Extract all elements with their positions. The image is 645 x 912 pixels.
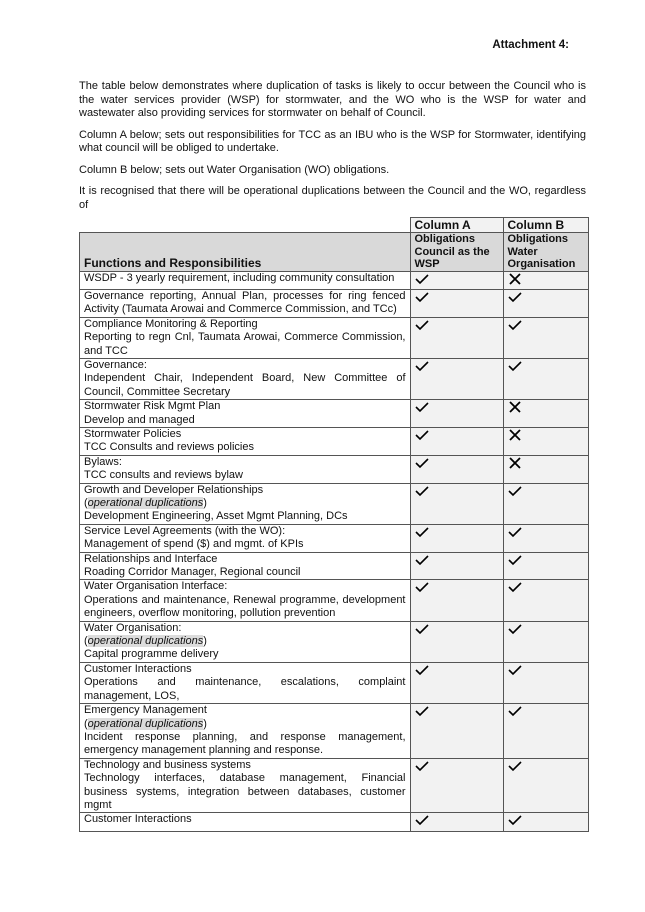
- function-detail: Operations and maintenance, escalations, complaint management, LOS,: [84, 676, 406, 702]
- table-header-row: [80, 233, 589, 272]
- function-title: Technology and business systems: [84, 758, 251, 771]
- operational-duplications-note: [84, 635, 406, 648]
- function-detail: Develop and managed: [84, 413, 195, 426]
- table-row: [80, 271, 589, 289]
- table-row: [80, 317, 589, 358]
- function-cell: [80, 662, 411, 703]
- function-cell: [80, 483, 411, 524]
- column-b-mark: [503, 358, 588, 399]
- check-icon: [508, 291, 522, 303]
- column-a-mark: [410, 662, 503, 703]
- paren-close: ): [203, 635, 207, 648]
- table-row: [80, 552, 589, 580]
- table-row: [80, 427, 589, 455]
- column-a-mark: [410, 427, 503, 455]
- check-icon: [508, 623, 522, 635]
- column-a-label: Column A: [410, 218, 503, 233]
- cross-icon: [508, 401, 522, 413]
- column-b-mark: [503, 289, 588, 317]
- check-icon: [415, 429, 429, 441]
- table-row: [80, 704, 589, 759]
- function-cell: [80, 317, 411, 358]
- check-icon: [415, 526, 429, 538]
- column-a-mark: [410, 271, 503, 289]
- function-title: Governance:: [84, 358, 147, 371]
- column-b-mark: [503, 317, 588, 358]
- function-cell: [80, 813, 411, 831]
- table-row: [80, 758, 589, 813]
- function-title: Customer Interactions: [84, 662, 192, 675]
- check-icon: [415, 319, 429, 331]
- function-title: Compliance Monitoring & Reporting: [84, 317, 258, 330]
- table-row: [80, 455, 589, 483]
- check-icon: [508, 360, 522, 372]
- table-row: [80, 483, 589, 524]
- column-b-mark: [503, 271, 588, 289]
- check-icon: [415, 760, 429, 772]
- column-b-mark: [503, 524, 588, 552]
- column-b-mark: [503, 483, 588, 524]
- paren-close: ): [203, 717, 207, 730]
- function-cell: [80, 552, 411, 580]
- table-row: [80, 813, 589, 831]
- check-icon: [508, 581, 522, 593]
- function-detail: TCC consults and reviews bylaw: [84, 469, 243, 482]
- function-detail: Independent Chair, Independent Board, New Committee of Council, Committee Secretary: [84, 372, 406, 398]
- paren-open: (: [84, 635, 88, 648]
- check-icon: [508, 664, 522, 676]
- column-b-mark: [503, 813, 588, 831]
- function-cell: [80, 704, 411, 759]
- function-detail: Technology interfaces, database management, Financial business systems, integration between databases, customer mgmt: [84, 772, 406, 811]
- intro-paragraph: Column B below; sets out Water Organisation (WO) obligations.: [79, 163, 390, 176]
- paren-open: (: [84, 717, 88, 730]
- column-b-mark: [503, 621, 588, 662]
- check-icon: [508, 485, 522, 497]
- column-a-mark: [410, 317, 503, 358]
- check-icon: [415, 360, 429, 372]
- intro-paragraph: Column A below; sets out responsibilities for TCC as an IBU who is the WSP for Stormwater, identifying what council will be obliged to undertake.: [79, 128, 586, 154]
- function-cell: [80, 455, 411, 483]
- column-a-mark: [410, 524, 503, 552]
- check-icon: [508, 526, 522, 538]
- operational-duplications-text: operational duplications: [87, 717, 204, 730]
- cross-icon: [508, 273, 522, 285]
- table-row: [80, 358, 589, 399]
- function-cell: [80, 758, 411, 813]
- function-cell: [80, 427, 411, 455]
- function-cell: [80, 358, 411, 399]
- intro-paragraph: The table below demonstrates where duplication of tasks is likely to occur between the Council who is the water services provider (WSP) for stormwater, and the WO who is the WSP for water and wastewater also providing services for stormwater on behalf of Council.: [79, 80, 586, 119]
- function-cell: [80, 580, 411, 621]
- check-icon: [508, 705, 522, 717]
- column-b-mark: [503, 704, 588, 759]
- function-title: Water Organisation Interface:: [84, 580, 228, 593]
- intro-text: [79, 80, 586, 220]
- function-detail: Roading Corridor Manager, Regional council: [84, 566, 301, 579]
- column-a-mark: [410, 580, 503, 621]
- check-icon: [415, 554, 429, 566]
- paren-close: ): [203, 497, 207, 509]
- cross-icon: [508, 429, 522, 441]
- function-detail: Operations and maintenance, Renewal programme, development engineers, overflow monitoring, pollution prevention: [84, 593, 406, 620]
- column-b-label: Column B: [503, 218, 588, 233]
- function-detail: Management of spend ($) and mgmt. of KPIs: [84, 538, 304, 551]
- check-icon: [508, 554, 522, 566]
- function-detail: Reporting to regn Cnl, Taumata Arowai, Commerce Commission, and TCC: [84, 331, 406, 357]
- check-icon: [415, 485, 429, 497]
- intro-paragraph: It is recognised that there will be operational duplications between the Council and the WO, regardless of: [79, 185, 586, 211]
- column-b-mark: [503, 455, 588, 483]
- column-a-header: Obligations Council as the WSP: [410, 233, 503, 272]
- column-a-mark: [410, 704, 503, 759]
- function-detail: Capital programme delivery: [84, 648, 219, 661]
- function-title: Governance reporting, Annual Plan, processes for ring fenced Activity (Taumata Arowai and Commerce Commission, and TCc): [84, 289, 406, 316]
- operational-duplications-note: [84, 497, 406, 510]
- column-label-row: [80, 218, 589, 233]
- column-a-mark: [410, 758, 503, 813]
- column-b-mark: [503, 400, 588, 428]
- table-row: [80, 400, 589, 428]
- function-cell: [80, 524, 411, 552]
- column-a-mark: [410, 358, 503, 399]
- function-title: WSDP - 3 yearly requirement, including community consultation: [84, 271, 395, 284]
- operational-duplications-text: operational duplications: [87, 497, 204, 509]
- responsibilities-table: [79, 217, 589, 832]
- function-title: Bylaws:: [84, 455, 122, 468]
- check-icon: [508, 760, 522, 772]
- check-icon: [508, 814, 522, 826]
- operational-duplications-text: operational duplications: [87, 635, 204, 648]
- column-b-mark: [503, 552, 588, 580]
- function-title: Growth and Developer Relationships: [84, 483, 264, 496]
- column-a-mark: [410, 813, 503, 831]
- table-row: [80, 621, 589, 662]
- column-b-mark: [503, 580, 588, 621]
- column-b-header: Obligations Water Organisation: [503, 233, 588, 272]
- function-title: Stormwater Risk Mgmt Plan: [84, 400, 221, 413]
- check-icon: [508, 319, 522, 331]
- column-a-mark: [410, 455, 503, 483]
- functions-header: Functions and Responsibilities: [80, 233, 411, 272]
- function-title: Emergency Management: [84, 704, 207, 717]
- column-a-mark: [410, 400, 503, 428]
- column-a-mark: [410, 483, 503, 524]
- function-title: Service Level Agreements (with the WO):: [84, 524, 286, 537]
- function-cell: [80, 271, 411, 289]
- function-detail: TCC Consults and reviews policies: [84, 441, 254, 454]
- column-a-mark: [410, 621, 503, 662]
- function-title: Water Organisation:: [84, 621, 182, 634]
- table-row: [80, 580, 589, 621]
- function-cell: [80, 400, 411, 428]
- check-icon: [415, 457, 429, 469]
- check-icon: [415, 705, 429, 717]
- column-a-mark: [410, 552, 503, 580]
- check-icon: [415, 273, 429, 285]
- check-icon: [415, 814, 429, 826]
- check-icon: [415, 291, 429, 303]
- function-title: Relationships and Interface: [84, 552, 218, 565]
- table-row: [80, 662, 589, 703]
- function-cell: [80, 289, 411, 317]
- operational-duplications-note: [84, 718, 406, 731]
- column-b-mark: [503, 662, 588, 703]
- attachment-label: Attachment 4:: [492, 39, 569, 51]
- function-detail: Incident response planning, and response management, emergency management planning and response.: [84, 730, 406, 757]
- check-icon: [415, 581, 429, 593]
- function-detail: Development Engineering, Asset Mgmt Planning, DCs: [84, 510, 348, 523]
- check-icon: [415, 623, 429, 635]
- function-title: Customer Interactions: [84, 813, 192, 826]
- table-row: [80, 524, 589, 552]
- column-a-mark: [410, 289, 503, 317]
- table-row: [80, 289, 589, 317]
- check-icon: [415, 664, 429, 676]
- function-cell: [80, 621, 411, 662]
- function-title: Stormwater Policies: [84, 427, 182, 440]
- cross-icon: [508, 457, 522, 469]
- column-b-mark: [503, 427, 588, 455]
- check-icon: [415, 401, 429, 413]
- paren-open: (: [84, 497, 88, 509]
- column-b-mark: [503, 758, 588, 813]
